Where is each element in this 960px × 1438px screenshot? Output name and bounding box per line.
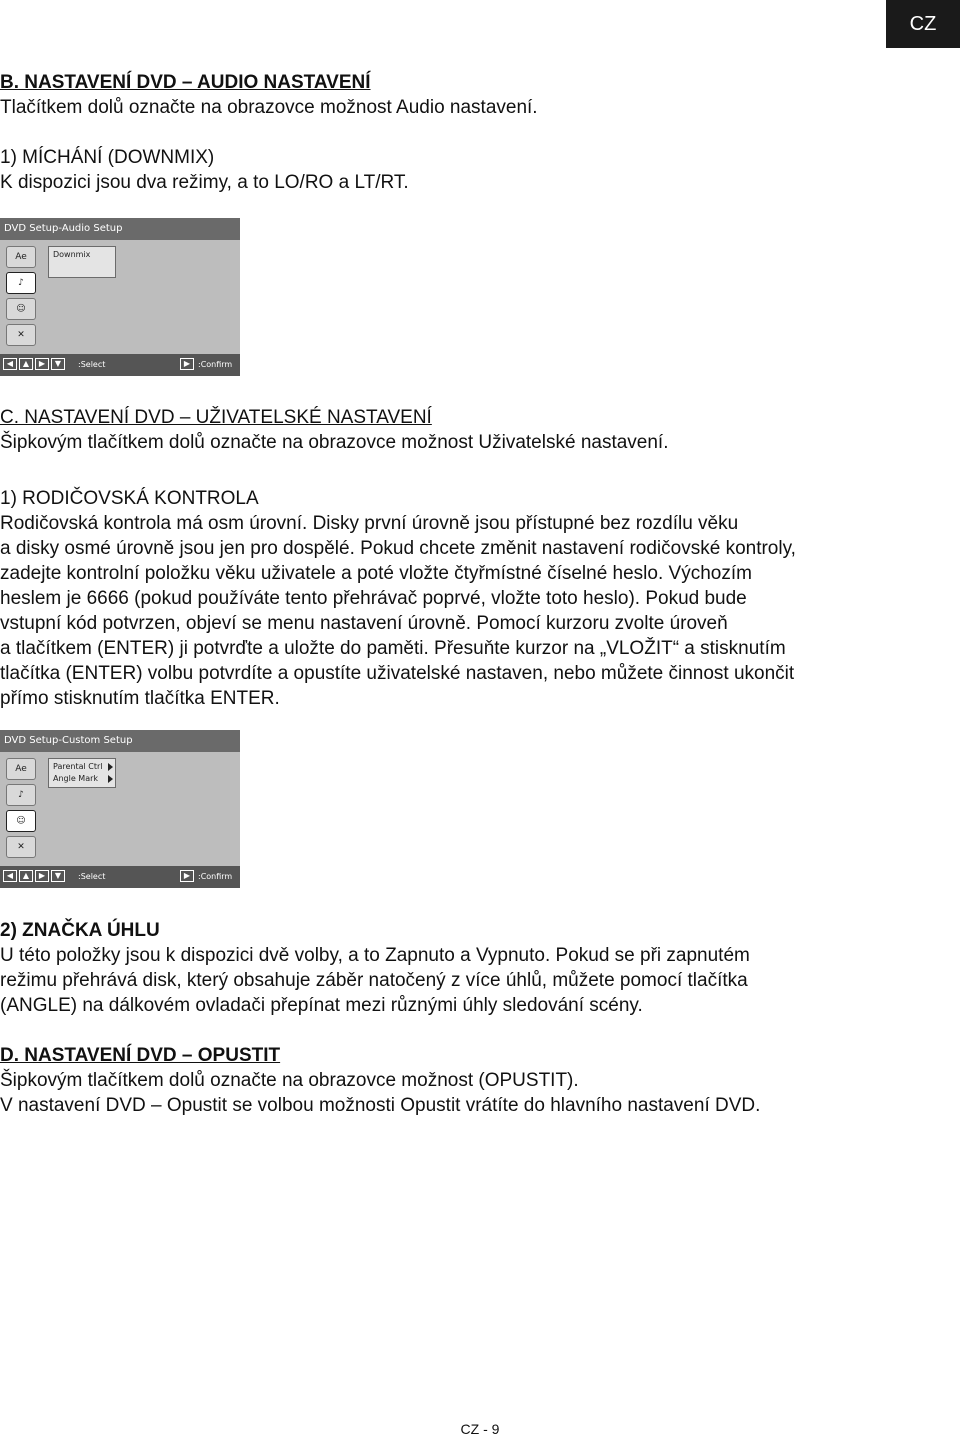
section-c-heading: C. NASTAVENÍ DVD – UŽIVATELSKÉ NASTAVENÍ xyxy=(0,407,432,428)
custom-icon: ☺ xyxy=(6,810,36,832)
menu-item-parental-label: Parental Ctrl xyxy=(53,762,103,771)
section-d-text-1: Šipkovým tlačítkem dolů označte na obrazovce možnost (OPUSTIT). xyxy=(0,1070,579,1091)
osd-nav-keys xyxy=(3,358,65,370)
osd-nav-keys xyxy=(3,870,65,882)
parental-text-5: vstupní kód potvrzen, objeví se menu nastavení úrovně. Pomocí kurzoru zvolte úroveň xyxy=(0,613,728,634)
osd-icon-column xyxy=(6,758,40,862)
custom-icon: ☺ xyxy=(6,298,36,320)
osd-custom-setup-screenshot xyxy=(0,730,240,888)
osd-title: DVD Setup-Audio Setup xyxy=(0,218,240,240)
menu-item-angle-label: Angle Mark xyxy=(53,774,99,783)
osd-audio-setup-screenshot xyxy=(0,218,240,376)
parental-text-6: a tlačítkem (ENTER) ji potvrďte a uložte do paměti. Přesuňte kurzor na „VLOŽIT“ a stisknutím xyxy=(0,638,786,659)
parental-heading: 1) RODIČOVSKÁ KONTROLA xyxy=(0,488,259,509)
down-arrow-icon: ▼ xyxy=(51,358,65,370)
section-c-text: Šipkovým tlačítkem dolů označte na obrazovce možnost Uživatelské nastavení. xyxy=(0,432,669,453)
exit-icon: ✕ xyxy=(6,324,36,346)
parental-text-1: Rodičovská kontrola má osm úrovní. Disky první úrovně jsou přístupné bez rozdílu věku xyxy=(0,513,739,534)
downmix-text: K dispozici jsou dva režimy, a to LO/RO a LT/RT. xyxy=(0,172,409,193)
select-label: :Select xyxy=(78,360,106,369)
menu-item-angle xyxy=(53,773,111,785)
down-arrow-icon: ▼ xyxy=(51,870,65,882)
right-arrow-icon: ▶ xyxy=(35,358,49,370)
osd-menu xyxy=(48,246,116,278)
play-icon: ▶ xyxy=(180,358,194,370)
section-audio-setup xyxy=(0,70,900,195)
select-label: :Select xyxy=(78,872,106,881)
language-icon: Ae xyxy=(6,758,36,780)
submenu-arrow-icon xyxy=(108,775,113,783)
right-arrow-icon: ▶ xyxy=(35,870,49,882)
up-arrow-icon: ▲ xyxy=(19,870,33,882)
section-exit xyxy=(0,1043,900,1118)
exit-icon: ✕ xyxy=(6,836,36,858)
osd-menu xyxy=(48,758,116,788)
angle-text-1: U této položky jsou k dispozici dvě volby, a to Zapnuto a Vypnuto. Pokud se při zapnutém xyxy=(0,945,750,966)
language-badge: CZ xyxy=(886,0,960,48)
confirm-label: :Confirm xyxy=(198,360,233,369)
up-arrow-icon: ▲ xyxy=(19,358,33,370)
submenu-arrow-icon xyxy=(108,763,113,771)
confirm-label: :Confirm xyxy=(198,872,233,881)
section-custom-setup xyxy=(0,405,900,711)
parental-text-8: přímo stisknutím tlačítka ENTER. xyxy=(0,688,280,709)
angle-text-3: (ANGLE) na dálkovém ovladači přepínat mezi různými úhly sledování scény. xyxy=(0,995,643,1016)
parental-text-3: zadejte kontrolní položku věku uživatele a poté vložte čtyřmístné číselné heslo. Výchozím xyxy=(0,563,752,584)
section-b-heading: B. NASTAVENÍ DVD – AUDIO NASTAVENÍ xyxy=(0,72,371,93)
left-arrow-icon: ◀ xyxy=(3,358,17,370)
osd-icon-column xyxy=(6,246,40,350)
menu-item-downmix: Downmix xyxy=(53,250,91,259)
parental-text-7: tlačítka (ENTER) volbu potvrdíte a opustíte uživatelské nastaven, nebo můžete činnost ukončit xyxy=(0,663,795,684)
menu-item-parental xyxy=(53,761,111,773)
parental-text-4: heslem je 6666 (pokud používáte tento přehrávač poprvé, vložte toto heslo). Pokud bude xyxy=(0,588,747,609)
audio-icon: ♪ xyxy=(6,784,36,806)
page-number: CZ - 9 xyxy=(460,1421,500,1437)
section-d-text-2: V nastavení DVD – Opustit se volbou možnosti Opustit vrátíte do hlavního nastavení DVD. xyxy=(0,1095,761,1116)
play-icon: ▶ xyxy=(180,870,194,882)
audio-icon: ♪ xyxy=(6,272,36,294)
parental-text-2: a disky osmé úrovně jsou jen pro dospělé. Pokud chcete změnit nastavení rodičovské kontroly, xyxy=(0,538,796,559)
section-b-text: Tlačítkem dolů označte na obrazovce možnost Audio nastavení. xyxy=(0,97,538,118)
left-arrow-icon: ◀ xyxy=(3,870,17,882)
angle-text-2: režimu přehrává disk, který obsahuje záběr natočený z více úhlů, můžete pomocí tlačítka xyxy=(0,970,748,991)
downmix-heading: 1) MÍCHÁNÍ (DOWNMIX) xyxy=(0,147,215,168)
language-icon: Ae xyxy=(6,246,36,268)
angle-heading: 2) ZNAČKA ÚHLU xyxy=(0,920,160,941)
osd-title: DVD Setup-Custom Setup xyxy=(0,730,240,752)
section-d-heading: D. NASTAVENÍ DVD – OPUSTIT xyxy=(0,1045,281,1066)
osd-bottom-bar xyxy=(0,354,240,376)
section-angle-mark xyxy=(0,918,900,1018)
osd-bottom-bar xyxy=(0,866,240,888)
